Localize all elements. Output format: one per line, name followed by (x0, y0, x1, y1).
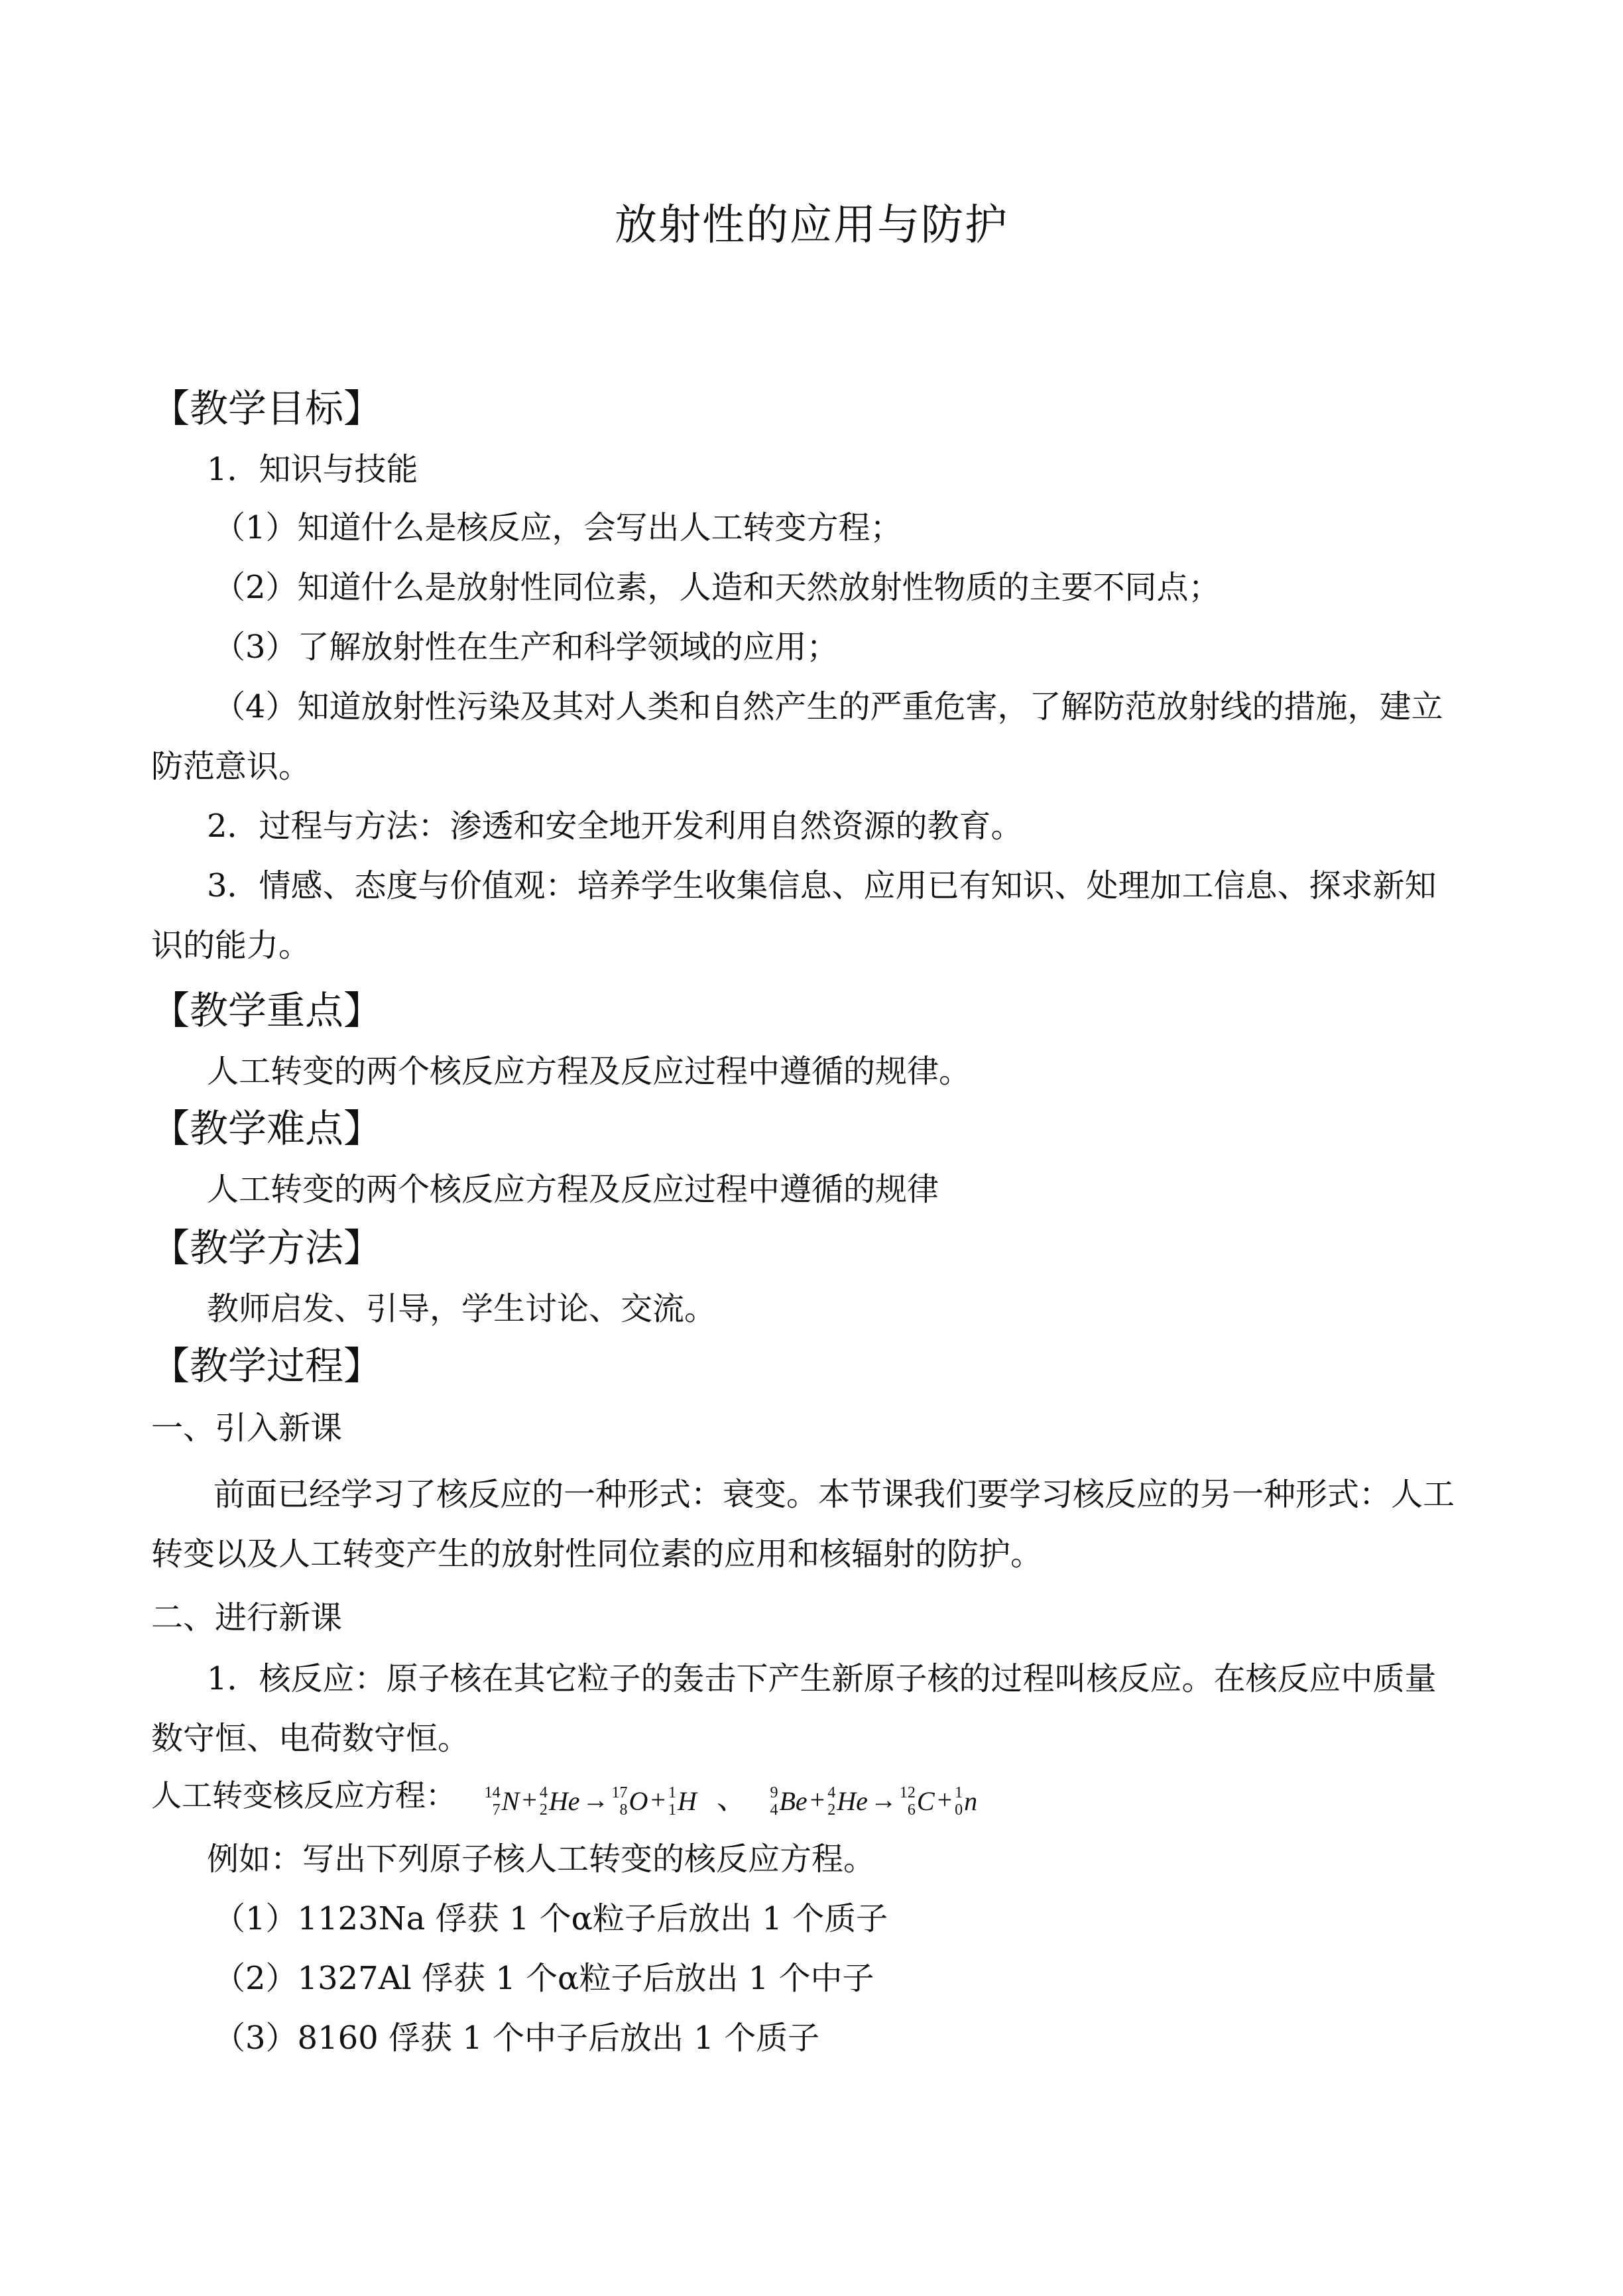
isotope-carbon: 12 6 C (899, 1783, 935, 1819)
equation-separator: 、 (716, 1780, 747, 1816)
nuclear-equation-1 (483, 1782, 705, 1819)
nuclear-reaction-line1: 1．核反应：原子核在其它粒子的轰击下产生新原子核的过程叫核反应。在核反应中质量 (207, 1660, 1437, 1697)
isotope-oxygen: 17 8 O (611, 1783, 648, 1819)
objective-item-2: （2）知道什么是放射性同位素，人造和天然放射性物质的主要不同点； (213, 569, 1221, 606)
nuclear-reaction-line2: 数守恒、电荷数守恒。 (151, 1720, 470, 1757)
isotope-neutron: 1 0 n (955, 1783, 978, 1819)
isotope-nitrogen: 14 7 N (484, 1783, 520, 1819)
objective-item-1: （1）知道什么是核反应，会写出人工转变方程； (213, 509, 902, 546)
arrow-sign: → (870, 1784, 897, 1815)
example-prompt: 例如：写出下列原子核人工转变的核反应方程。 (207, 1841, 876, 1878)
example-item-3: （3）8160 俘获 1 个中子后放出 1 个质子 (213, 2020, 820, 2057)
objectives-heading: 【教学目标】 (151, 386, 383, 431)
plus-sign: + (522, 1784, 537, 1815)
arrow-sign: → (582, 1784, 609, 1815)
objective-item-4-line2: 防范意识。 (151, 748, 311, 785)
example-item-2: （2）1327Al 俘获 1 个α粒子后放出 1 个中子 (213, 1960, 874, 1997)
isotope-beryllium: 9 4 Be (770, 1783, 808, 1819)
isotope-helium: 4 2 He (827, 1783, 868, 1819)
knowledge-skills-label: 1．知识与技能 (207, 451, 418, 488)
page-title: 放射性的应用与防护 (615, 201, 1008, 250)
objective-item-4-line1: （4）知道放射性污染及其对人类和自然产生的严重危害，了解防范放射线的措施，建立 (213, 688, 1443, 725)
difficulty-heading: 【教学难点】 (151, 1106, 383, 1151)
equation-label: 人工转变核反应方程： (151, 1778, 456, 1813)
isotope-hydrogen: 1 1 H (668, 1783, 697, 1819)
isotope-helium: 4 2 He (539, 1783, 580, 1819)
objective-item-3: （3）了解放射性在生产和科学领域的应用； (213, 629, 839, 666)
new-lesson-title: 二、进行新课 (151, 1599, 343, 1636)
plus-sign: + (810, 1784, 825, 1815)
intro-section-title: 一、引入新课 (151, 1410, 343, 1447)
method-heading: 【教学方法】 (151, 1225, 383, 1270)
plus-sign: + (937, 1784, 953, 1815)
key-points-text: 人工转变的两个核反应方程及反应过程中遵循的规律。 (207, 1053, 971, 1090)
method-text: 教师启发、引导，学生讨论、交流。 (207, 1290, 717, 1327)
intro-paragraph-line1: 前面已经学习了核反应的一种形式：衰变。本节课我们要学习核反应的另一种形式：人工 (213, 1476, 1455, 1513)
difficulty-text: 人工转变的两个核反应方程及反应过程中遵循的规律 (207, 1171, 939, 1208)
emotion-values-line2: 识的能力。 (151, 927, 311, 964)
emotion-values-line1: 3．情感、态度与价值观：培养学生收集信息、应用已有知识、处理加工信息、探求新知 (207, 867, 1437, 904)
key-points-heading: 【教学重点】 (151, 988, 383, 1033)
intro-paragraph-line2: 转变以及人工转变产生的放射性同位素的应用和核辐射的防护。 (151, 1536, 1043, 1573)
equation-line (151, 1774, 979, 1823)
plus-sign: + (650, 1784, 666, 1815)
example-item-1: （1）1123Na 俘获 1 个α粒子后放出 1 个质子 (213, 1900, 888, 1937)
process-methods-text: 2．过程与方法：渗透和安全地开发利用自然资源的教育。 (207, 808, 1023, 845)
nuclear-equation-2 (768, 1782, 979, 1819)
process-heading: 【教学过程】 (151, 1343, 383, 1388)
